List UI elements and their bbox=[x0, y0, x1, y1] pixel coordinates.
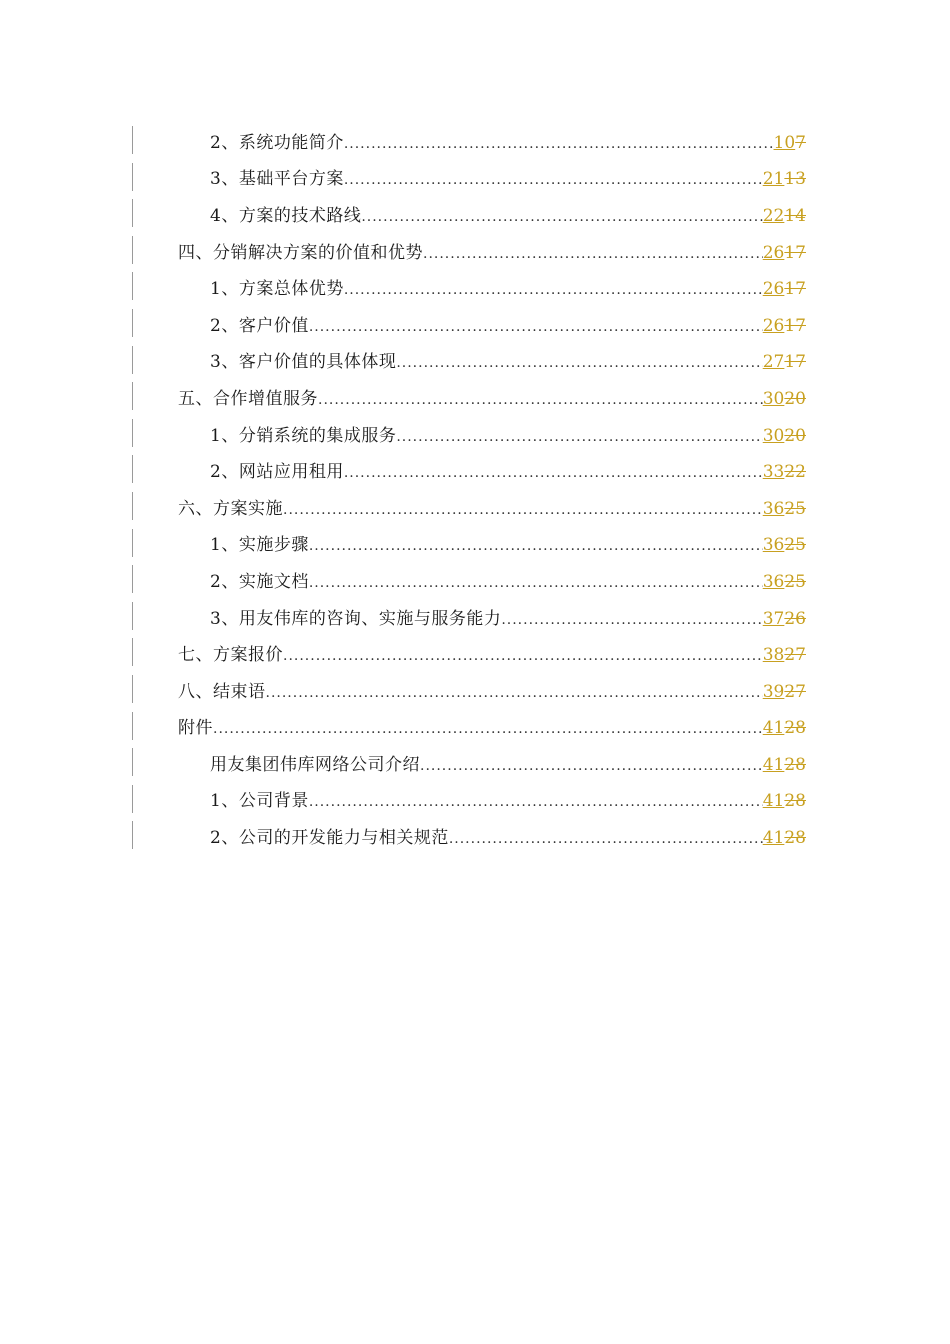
toc-entry[interactable] bbox=[0, 817, 950, 854]
inserted-page-number: 21 bbox=[762, 169, 785, 190]
toc-page-number bbox=[763, 499, 806, 519]
dot-leader bbox=[309, 575, 763, 591]
toc-entry-line bbox=[178, 494, 806, 519]
revision-change-bar bbox=[132, 638, 133, 666]
dot-leader bbox=[344, 465, 763, 481]
toc-entry-title: 用友集团伟库网络公司介绍 bbox=[210, 754, 420, 775]
inserted-page-number: 36 bbox=[762, 571, 785, 592]
dot-leader bbox=[309, 319, 763, 335]
deleted-page-number: 28 bbox=[784, 754, 806, 775]
dot-leader bbox=[396, 429, 762, 445]
inserted-page-number: 30 bbox=[762, 425, 785, 446]
revision-change-bar bbox=[132, 785, 133, 813]
toc-entry-line bbox=[210, 786, 806, 811]
toc-entry[interactable] bbox=[0, 415, 950, 452]
toc-entry-title: 1、分销系统的集成服务 bbox=[210, 425, 397, 446]
toc-entry-title: 2、公司的开发能力与相关规范 bbox=[210, 828, 449, 849]
toc-entry[interactable] bbox=[0, 305, 950, 342]
dot-leader bbox=[318, 392, 763, 408]
toc-page-number bbox=[763, 279, 806, 299]
toc-entry-title: 附件 bbox=[178, 718, 213, 739]
toc-entry-line bbox=[210, 530, 806, 555]
toc-entry-title: 2、系统功能简介 bbox=[210, 132, 344, 153]
toc-entry-title: 七、方案报价 bbox=[178, 645, 283, 666]
toc-page-number bbox=[763, 535, 806, 555]
toc-entry-line bbox=[210, 201, 806, 226]
revision-change-bar bbox=[132, 748, 133, 776]
revision-change-bar bbox=[132, 126, 133, 154]
toc-entry-line bbox=[178, 384, 806, 409]
toc-entry[interactable] bbox=[0, 451, 950, 488]
inserted-page-number: 26 bbox=[762, 242, 785, 263]
inserted-page-number: 36 bbox=[762, 498, 785, 519]
toc-entry-line bbox=[210, 128, 806, 153]
deleted-page-number: 17 bbox=[784, 242, 806, 263]
toc-entry-title: 2、网站应用租用 bbox=[210, 462, 344, 483]
toc-entry[interactable] bbox=[0, 561, 950, 598]
revision-change-bar bbox=[132, 382, 133, 410]
toc-page-number bbox=[763, 718, 806, 738]
deleted-page-number: 28 bbox=[784, 718, 806, 739]
deleted-page-number: 27 bbox=[784, 645, 806, 666]
revision-change-bar bbox=[132, 712, 133, 740]
toc-entry-title: 五、合作增值服务 bbox=[178, 388, 318, 409]
toc-page-number bbox=[763, 352, 806, 372]
toc-page-number bbox=[763, 389, 806, 409]
dot-leader bbox=[283, 648, 763, 664]
toc-entry-title: 八、结束语 bbox=[178, 681, 266, 702]
dot-leader bbox=[266, 685, 763, 701]
deleted-page-number: 17 bbox=[784, 352, 806, 373]
toc-entry-title: 1、方案总体优势 bbox=[210, 279, 344, 300]
table-of-contents bbox=[0, 122, 950, 854]
inserted-page-number: 41 bbox=[762, 828, 785, 849]
dot-leader bbox=[420, 758, 763, 774]
toc-entry[interactable] bbox=[0, 488, 950, 525]
revision-change-bar bbox=[132, 602, 133, 630]
toc-entry[interactable] bbox=[0, 268, 950, 305]
toc-entry-line bbox=[210, 164, 806, 189]
deleted-page-number: 25 bbox=[784, 498, 806, 519]
toc-page-number bbox=[763, 828, 806, 848]
toc-page-number bbox=[763, 316, 806, 336]
toc-entry-line bbox=[210, 421, 806, 446]
revision-change-bar bbox=[132, 199, 133, 227]
toc-page-number bbox=[763, 169, 806, 189]
toc-entry-line bbox=[210, 567, 806, 592]
toc-entry-line bbox=[178, 713, 806, 738]
deleted-page-number: 28 bbox=[784, 828, 806, 849]
revision-change-bar bbox=[132, 529, 133, 557]
dot-leader bbox=[396, 355, 762, 371]
toc-entry-title: 3、客户价值的具体体现 bbox=[210, 352, 397, 373]
inserted-page-number: 22 bbox=[762, 205, 785, 226]
toc-entry[interactable] bbox=[0, 671, 950, 708]
toc-entry-title: 3、用友伟库的咨询、实施与服务能力 bbox=[210, 608, 502, 629]
revision-change-bar bbox=[132, 492, 133, 520]
toc-entry[interactable] bbox=[0, 342, 950, 379]
toc-entry[interactable] bbox=[0, 195, 950, 232]
toc-page-number bbox=[763, 426, 806, 446]
toc-page-number bbox=[763, 609, 806, 629]
toc-entry-line bbox=[210, 750, 806, 775]
deleted-page-number: 25 bbox=[784, 571, 806, 592]
dot-leader bbox=[309, 538, 763, 554]
revision-change-bar bbox=[132, 272, 133, 300]
toc-entry[interactable] bbox=[0, 598, 950, 635]
toc-entry-title: 1、公司背景 bbox=[210, 791, 309, 812]
inserted-page-number: 27 bbox=[762, 352, 785, 373]
revision-change-bar bbox=[132, 565, 133, 593]
toc-page-number bbox=[763, 572, 806, 592]
inserted-page-number: 10 bbox=[773, 132, 796, 153]
toc-entry-title: 2、客户价值 bbox=[210, 315, 309, 336]
dot-leader bbox=[361, 209, 762, 225]
dot-leader bbox=[283, 502, 763, 518]
revision-change-bar bbox=[132, 675, 133, 703]
toc-entry-line bbox=[210, 457, 806, 482]
toc-entry-title: 2、实施文档 bbox=[210, 571, 309, 592]
toc-entry-line bbox=[178, 677, 806, 702]
revision-change-bar bbox=[132, 455, 133, 483]
dot-leader bbox=[501, 612, 762, 628]
toc-entry[interactable] bbox=[0, 232, 950, 269]
dot-leader bbox=[423, 246, 763, 262]
toc-page-number bbox=[763, 206, 806, 226]
toc-entry[interactable] bbox=[0, 159, 950, 196]
inserted-page-number: 30 bbox=[762, 388, 785, 409]
dot-leader bbox=[344, 282, 763, 298]
toc-entry-title: 四、分销解决方案的价值和优势 bbox=[178, 242, 423, 263]
toc-entry-line bbox=[210, 311, 806, 336]
deleted-page-number: 13 bbox=[784, 169, 806, 190]
deleted-page-number: 17 bbox=[784, 315, 806, 336]
dot-leader bbox=[309, 794, 763, 810]
deleted-page-number: 20 bbox=[784, 425, 806, 446]
revision-change-bar bbox=[132, 309, 133, 337]
deleted-page-number: 14 bbox=[784, 205, 806, 226]
deleted-page-number: 20 bbox=[784, 388, 806, 409]
revision-change-bar bbox=[132, 163, 133, 191]
inserted-page-number: 36 bbox=[762, 535, 785, 556]
toc-entry-title: 1、实施步骤 bbox=[210, 535, 309, 556]
deleted-page-number: 28 bbox=[784, 791, 806, 812]
toc-entry-line bbox=[210, 823, 806, 848]
deleted-page-number: 22 bbox=[784, 462, 806, 483]
deleted-page-number: 17 bbox=[784, 279, 806, 300]
dot-leader bbox=[213, 721, 763, 737]
dot-leader bbox=[344, 172, 763, 188]
inserted-page-number: 41 bbox=[762, 754, 785, 775]
toc-page-number bbox=[774, 133, 806, 153]
toc-entry-title: 4、方案的技术路线 bbox=[210, 205, 362, 226]
toc-page-number bbox=[763, 755, 806, 775]
inserted-page-number: 37 bbox=[762, 608, 785, 629]
toc-entry[interactable] bbox=[0, 708, 950, 745]
toc-page-number bbox=[763, 682, 806, 702]
revision-change-bar bbox=[132, 236, 133, 264]
toc-entry[interactable] bbox=[0, 122, 950, 159]
inserted-page-number: 41 bbox=[762, 791, 785, 812]
inserted-page-number: 26 bbox=[762, 279, 785, 300]
toc-entry-title: 3、基础平台方案 bbox=[210, 169, 344, 190]
deleted-page-number: 26 bbox=[784, 608, 806, 629]
inserted-page-number: 41 bbox=[762, 718, 785, 739]
inserted-page-number: 38 bbox=[762, 645, 785, 666]
toc-page-number bbox=[763, 645, 806, 665]
dot-leader bbox=[449, 831, 763, 847]
toc-entry-line bbox=[210, 347, 806, 372]
revision-change-bar bbox=[132, 821, 133, 849]
dot-leader bbox=[344, 136, 774, 152]
revision-change-bar bbox=[132, 419, 133, 447]
inserted-page-number: 26 bbox=[762, 315, 785, 336]
toc-entry-line bbox=[178, 238, 806, 263]
toc-entry[interactable] bbox=[0, 781, 950, 818]
deleted-page-number: 27 bbox=[784, 681, 806, 702]
toc-entry-line bbox=[178, 640, 806, 665]
inserted-page-number: 33 bbox=[762, 462, 785, 483]
toc-page-number bbox=[763, 791, 806, 811]
revision-change-bar bbox=[132, 346, 133, 374]
toc-entry-line bbox=[210, 604, 806, 629]
toc-page-number bbox=[763, 243, 806, 263]
toc-entry[interactable] bbox=[0, 378, 950, 415]
toc-entry-line bbox=[210, 274, 806, 299]
toc-page-number bbox=[763, 462, 806, 482]
toc-entry[interactable] bbox=[0, 525, 950, 562]
toc-entry[interactable] bbox=[0, 744, 950, 781]
toc-entry-title: 六、方案实施 bbox=[178, 498, 283, 519]
inserted-page-number: 39 bbox=[762, 681, 785, 702]
toc-entry[interactable] bbox=[0, 634, 950, 671]
deleted-page-number: 7 bbox=[795, 132, 806, 153]
deleted-page-number: 25 bbox=[784, 535, 806, 556]
